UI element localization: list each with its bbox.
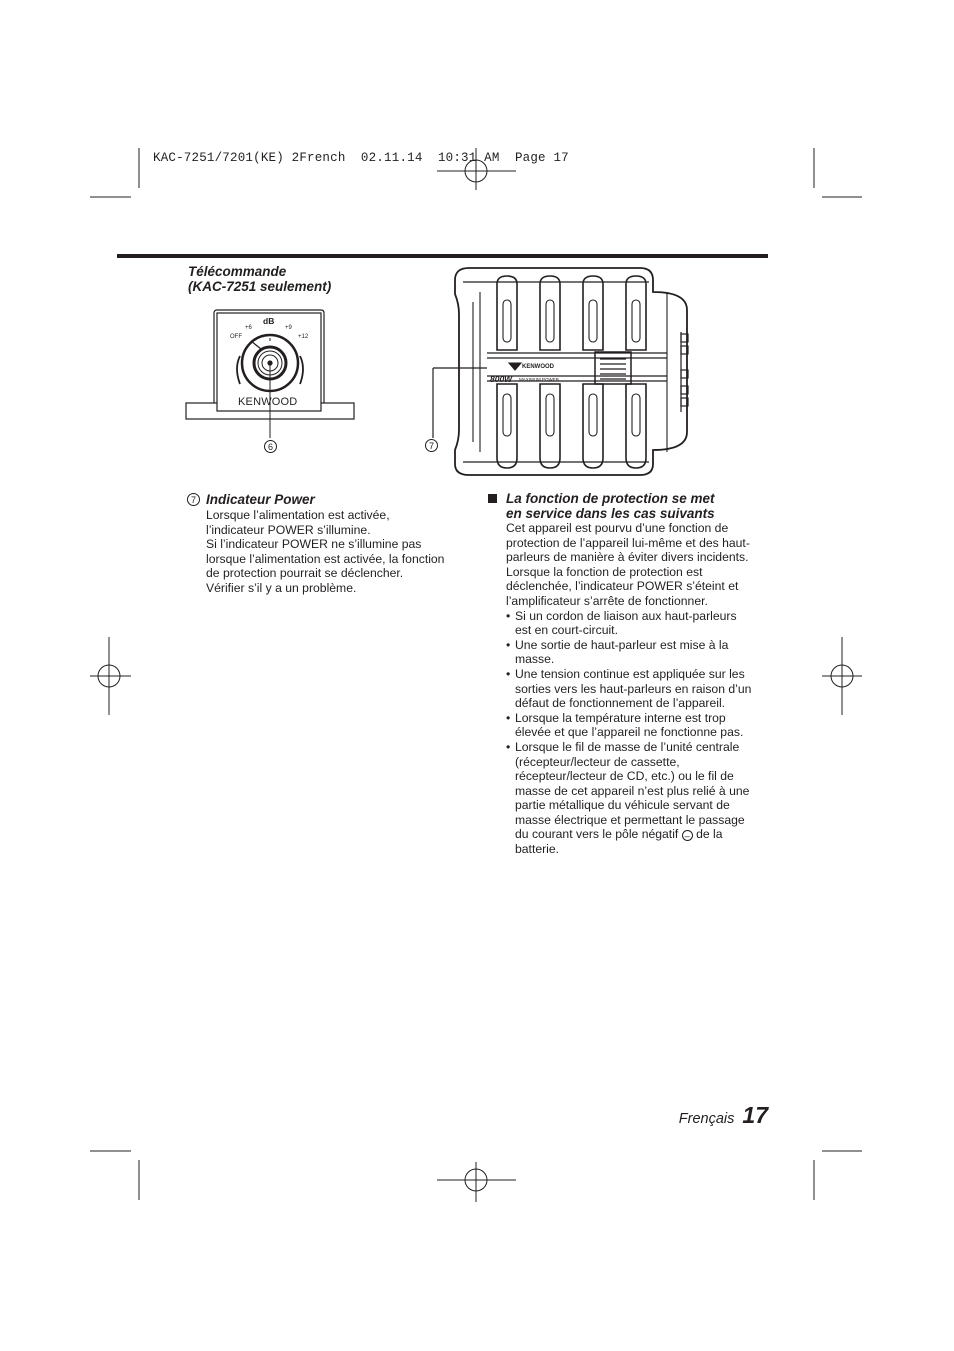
list-item bbox=[506, 711, 770, 740]
bullet-line: défaut de fonctionnement de l’appareil. bbox=[515, 696, 726, 711]
section-protection bbox=[488, 491, 770, 857]
section-protection-line: Lorsque la fonction de protection est bbox=[506, 564, 703, 579]
bullet-line: sorties vers les haut-parleurs en raison d’un bbox=[515, 681, 752, 696]
amplifier-power-sub: MAXIMUM POWER bbox=[519, 377, 559, 382]
section-power-line: Vérifier s’il y a un problème. bbox=[206, 580, 357, 595]
remote-scale-off: OFF bbox=[230, 334, 242, 340]
section-protection-line: parleurs de manière à éviter divers incidents. bbox=[506, 550, 749, 565]
bullet-line: batterie. bbox=[515, 842, 560, 857]
section-power-line: de protection pourrait se déclencher. bbox=[206, 566, 404, 581]
bullet-line: masse électrique et permettant le passage bbox=[515, 812, 745, 827]
remote-brand-logo: KENWOOD bbox=[238, 396, 298, 408]
remote-scale-plus9: +9 bbox=[285, 325, 292, 331]
section-power-title: Indicateur Power bbox=[206, 492, 315, 507]
section-protection-line: Cet appareil est pourvu d’une fonction de bbox=[506, 521, 729, 535]
section-power-body bbox=[206, 508, 467, 596]
section-power-line: l’indicateur POWER s’illumine. bbox=[206, 522, 371, 537]
remote-control-illustration bbox=[185, 308, 355, 458]
section-power-line: lorsque l’alimentation est activée, la fonction bbox=[206, 551, 445, 566]
amplifier-illustration bbox=[425, 262, 700, 482]
remote-db-label: dB bbox=[263, 316, 275, 326]
section-protection-line: l’amplificateur s’arrête de fonctionner. bbox=[506, 593, 708, 608]
protection-cases-list bbox=[506, 609, 770, 857]
list-item bbox=[506, 609, 770, 638]
bullet-line: • Lorsque le fil de masse de l’unité centrale bbox=[515, 739, 740, 754]
list-item bbox=[506, 638, 770, 667]
remote-scale-plus6: +6 bbox=[245, 325, 252, 331]
amplifier-brand-logo: KENWOOD bbox=[522, 364, 554, 370]
section-power-indicator bbox=[187, 492, 467, 596]
section-protection-title-line2: en service dans les cas suivants bbox=[506, 506, 715, 521]
bullet-text: de la bbox=[696, 827, 723, 842]
section-power-line: Lorsque l’alimentation est activée, bbox=[206, 508, 390, 522]
list-item bbox=[506, 740, 770, 857]
negative-pole-icon: – bbox=[682, 830, 693, 841]
bullet-line: • Si un cordon de liaison aux haut-parleurs bbox=[515, 608, 737, 623]
bullet-line: partie métallique du véhicule servant de bbox=[515, 798, 730, 813]
bullet-line: masse. bbox=[515, 652, 555, 667]
section-protection-line: protection de l’appareil lui-même et des haut- bbox=[506, 535, 750, 550]
remote-title bbox=[188, 264, 331, 294]
bullet-line: est en court-circuit. bbox=[515, 623, 618, 638]
footer-language: Frençais bbox=[678, 1111, 735, 1127]
remote-title-line1: Télécommande bbox=[188, 264, 287, 279]
header-rule bbox=[117, 254, 768, 258]
bullet-line: élevée et que l’appareil ne fonctionne pas. bbox=[515, 725, 744, 740]
section-power-heading bbox=[187, 492, 467, 507]
section-protection-intro bbox=[506, 521, 770, 609]
print-slug-line: KAC-7251/7201(KE) 2French 02.11.14 10:31 AM Page 17 bbox=[153, 151, 569, 165]
bullet-line: • Lorsque la température interne est trop bbox=[515, 710, 726, 725]
section-protection-title-line1: La fonction de protection se met bbox=[506, 491, 715, 506]
bullet-line: • Une tension continue est appliquée sur les bbox=[515, 666, 745, 681]
callout-6: 6 bbox=[264, 440, 277, 453]
square-bullet-icon bbox=[488, 494, 497, 503]
section-power-line: Si l’indicateur POWER ne s’illumine pas bbox=[206, 537, 422, 552]
section-protection-heading bbox=[488, 491, 770, 521]
bullet-line: • Une sortie de haut-parleur est mise à la bbox=[515, 637, 729, 652]
list-item bbox=[506, 667, 770, 711]
bullet-line bbox=[515, 827, 770, 842]
page-footer bbox=[679, 1102, 768, 1129]
section-power-number: 7 bbox=[187, 493, 200, 506]
bullet-line: masse de cet appareil n’est plus relié à une bbox=[515, 783, 750, 798]
amplifier-power-rating: 800W bbox=[490, 374, 513, 384]
bullet-text: du courant vers le pôle négatif bbox=[515, 827, 679, 842]
page-number: 17 bbox=[742, 1102, 768, 1128]
bullet-line: (récepteur/lecteur de cassette, bbox=[515, 754, 680, 769]
callout-7: 7 bbox=[425, 439, 438, 452]
remote-title-line2: (KAC-7251 seulement) bbox=[188, 279, 332, 294]
section-protection-line: déclenchée, l’indicateur POWER s’éteint et bbox=[506, 579, 739, 594]
remote-scale-plus12: +12 bbox=[298, 334, 309, 340]
bullet-line: récepteur/lecteur de CD, etc.) ou le fil de bbox=[515, 769, 734, 784]
